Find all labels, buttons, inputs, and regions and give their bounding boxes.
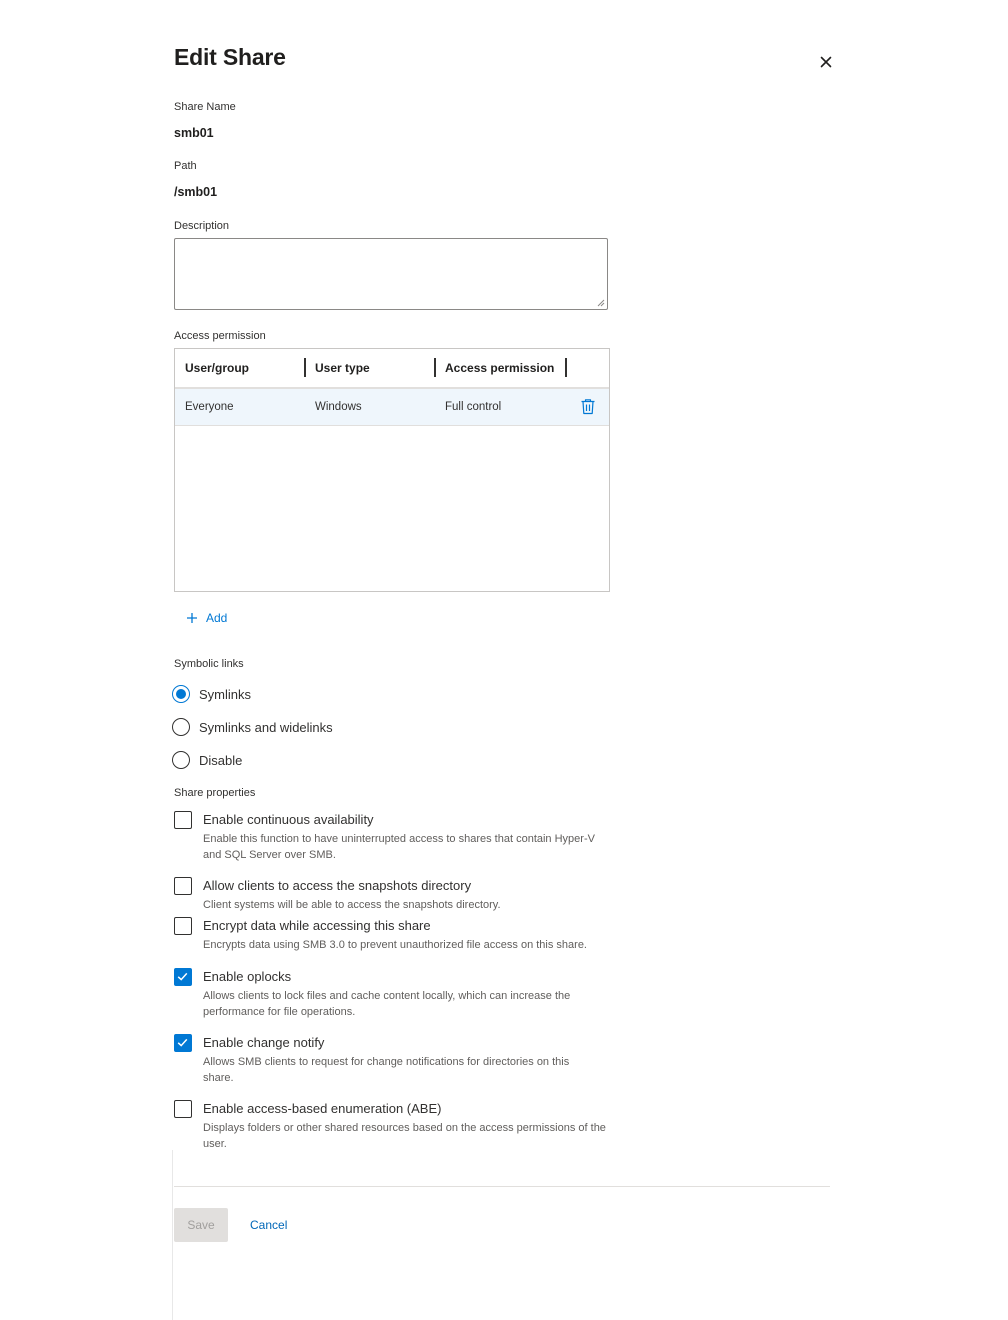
checkbox-snapshots-directory[interactable]: [174, 877, 192, 895]
description-textarea[interactable]: [174, 238, 608, 310]
checkbox-continuous-availability[interactable]: [174, 811, 192, 829]
checkbox-label: Enable oplocks: [203, 969, 292, 984]
add-permission-button[interactable]: [186, 609, 227, 627]
checkbox-label: Encrypt data while accessing this share: [203, 918, 431, 933]
cell-user-type: Windows: [315, 401, 362, 413]
radio-label: Symlinks and widelinks: [199, 719, 333, 735]
radio-label: Disable: [199, 752, 243, 768]
radio-unselected-icon: [172, 751, 190, 769]
cancel-button[interactable]: Cancel: [250, 1218, 288, 1232]
checkbox-encrypt-data[interactable]: [174, 917, 192, 935]
description-line: Enable this function to have uninterrupted access to shares that contain Hyper-V: [203, 833, 595, 845]
close-button[interactable]: [814, 50, 838, 74]
column-header-user-type[interactable]: User type: [315, 361, 370, 375]
radio-unselected-icon: [172, 718, 190, 736]
description-line: Client systems will be able to access the snapshots directory.: [203, 899, 501, 911]
access-permission-table: [174, 348, 610, 592]
column-header-access-permission[interactable]: Access permission: [445, 361, 555, 375]
description-label: Description: [174, 220, 230, 232]
table-header: [175, 349, 609, 389]
close-icon: [814, 50, 838, 74]
column-resize-handle[interactable]: [565, 358, 567, 377]
path-value: /smb01: [174, 185, 218, 199]
add-label: Add: [206, 611, 228, 625]
column-resize-handle[interactable]: [304, 358, 306, 377]
plus-icon: [186, 612, 198, 624]
checkbox-description: [203, 831, 613, 863]
radio-selected-icon: [172, 685, 190, 703]
description-line: and SQL Server over SMB.: [203, 849, 336, 861]
symbolic-links-label: Symbolic links: [174, 658, 244, 670]
column-resize-handle[interactable]: [434, 358, 436, 377]
checkbox-enable-oplocks[interactable]: [174, 968, 192, 986]
access-permission-label: Access permission: [174, 330, 266, 342]
checkbox-description: [203, 988, 613, 1020]
description-line: Displays folders or other shared resources based on the access permissions of the: [203, 1122, 606, 1134]
resize-grip-icon[interactable]: [597, 299, 605, 307]
checkbox-description: [203, 937, 613, 953]
description-line: share.: [203, 1072, 234, 1084]
checkmark-icon: [176, 970, 189, 983]
footer-divider: [174, 1186, 830, 1187]
radio-disable[interactable]: [172, 750, 242, 770]
checkbox-description: [203, 1054, 613, 1086]
checkbox-access-based-enumeration[interactable]: [174, 1100, 192, 1118]
checkbox-label: Enable change notify: [203, 1035, 325, 1050]
description-line: Encrypts data using SMB 3.0 to prevent unauthorized file access on this share.: [203, 939, 587, 951]
description-line: Allows clients to lock files and cache content locally, which can increase the: [203, 990, 571, 1002]
cell-user-group: Everyone: [185, 401, 234, 413]
cell-access-permission: Full control: [445, 401, 502, 413]
panel-title: Edit Share: [174, 44, 286, 70]
table-row[interactable]: [175, 389, 609, 426]
column-header-user-group[interactable]: User/group: [185, 361, 250, 375]
share-name-label: Share Name: [174, 101, 236, 113]
save-button[interactable]: Save: [174, 1208, 228, 1242]
panel-left-border: [172, 1150, 173, 1320]
checkbox-label: Enable access-based enumeration (ABE): [203, 1101, 442, 1116]
checkbox-label: Allow clients to access the snapshots directory: [203, 878, 472, 893]
share-properties-label: Share properties: [174, 787, 256, 799]
checkbox-description: [203, 1120, 613, 1152]
checkmark-icon: [176, 1036, 189, 1049]
radio-symlinks-and-widelinks[interactable]: [172, 717, 333, 737]
radio-label: Symlinks: [199, 686, 252, 702]
path-label: Path: [174, 160, 197, 172]
description-line: performance for file operations.: [203, 1006, 356, 1018]
share-name-value: smb01: [174, 126, 214, 140]
radio-symlinks[interactable]: [172, 684, 251, 704]
description-line: Allows SMB clients to request for change notifications for directories on this: [203, 1056, 570, 1068]
description-line: user.: [203, 1138, 227, 1150]
checkbox-enable-change-notify[interactable]: [174, 1034, 192, 1052]
checkbox-description: [203, 897, 613, 913]
checkbox-label: Enable continuous availability: [203, 812, 374, 827]
delete-icon[interactable]: [580, 398, 596, 415]
